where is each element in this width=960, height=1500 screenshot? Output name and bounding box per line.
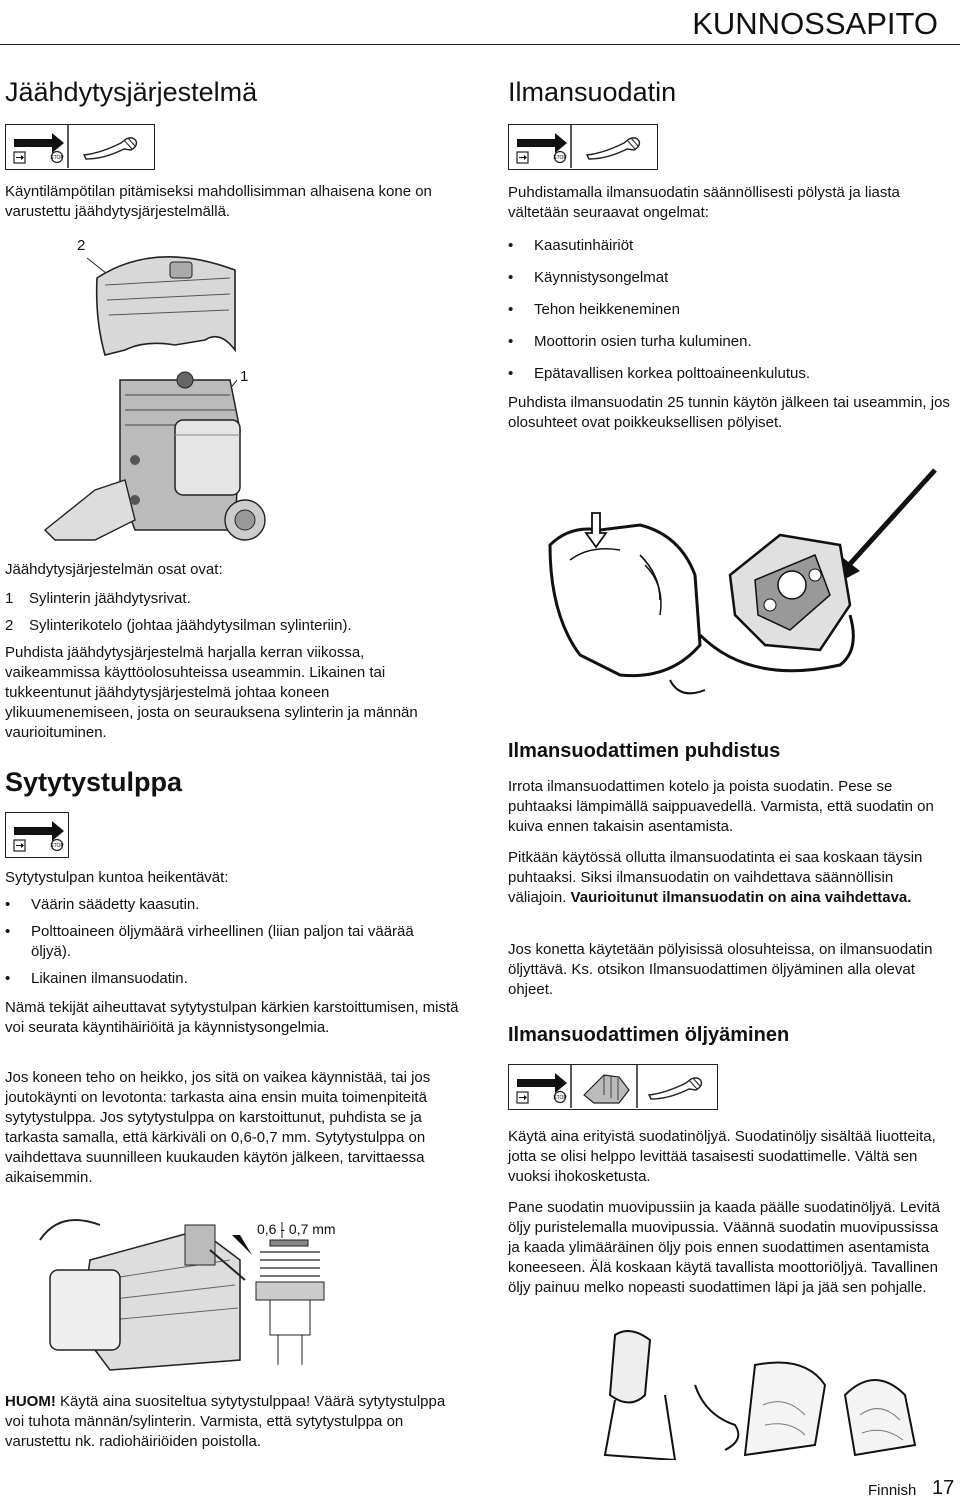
maintenance-icon-box xyxy=(5,124,155,170)
part-1-text: Sylinterin jäähdytysrivat. xyxy=(29,590,191,607)
filter-oiling-illustration xyxy=(505,1325,945,1460)
spark-paragraph-2: Jos koneen teho on heikko, jos sitä on vaikea käynnistää, tai jos joutokäynti on levotonta: tarkasta aina ensin muita toimenpiteitä sytytystulppa. Jos sytytystulppa on karstoittunut, puhdista se ja tarkasta samalla, että kärkiväli on 0,6-0,7 mm. Sytytystulppa on vaihdettava suunnilleen kuukauden käytön jälkeen, tarvittaessa aikaisemmin. xyxy=(5,1069,431,1186)
filter-oiling-paragraph-1: Käytä aina erityistä suodatinöljyä. Suodatinöljy sisältää liuotteita, jotta se olisi helppo levittää tasaisesti suodattimelle. Vältä sen vuoksi ihokosketusta. xyxy=(508,1128,936,1185)
list-item: • Väärin säädetty kaasutin. xyxy=(5,895,455,915)
filter-cleaning-paragraph-3: Jos konetta käytetään pölyisissä olosuhteissa, on ilmansuodatin öljyttävä. Ks. otsikon Ilmansuodattimen öljyäminen alla olevat ohjeet. xyxy=(508,941,933,998)
part-1-number: 1 xyxy=(5,590,14,607)
filter-oiling-paragraph-2: Pane suodatin muovipussiin ja kaada päälle suodatinöljyä. Levitä öljy puristelemalla muovipussia. Väännä suodatin muovipussissa ja kaada ylimääräinen öljy pois ennen suodattimen asentamista koneeseen. Älä koskaan käytä tavallista moottoriöljyä. Tavallinen öljy painuu melko nopeasti suodattimen läpi ja jää sen pohjalle. xyxy=(508,1199,940,1296)
filter-cleaning-paragraph-1: Irrota ilmansuodattimen kotelo ja poista suodatin. Pese se puhtaaksi lämpimällä saippuavedellä. Varmista, että suodatin on kuiva ennen takaisin asentamista. xyxy=(508,778,934,835)
cooling-intro: Käyntilämpötilan pitämiseksi mahdollisimman alhaisena kone on varustettu jäähdytysjärjestelmällä. xyxy=(5,183,432,220)
air-filter-problems-list xyxy=(508,236,953,384)
callout-2: 2 xyxy=(77,237,86,254)
filter-cleaning-paragraph-2-text: Pitkään käytössä ollutta ilmansuodatinta ei saa koskaan täysin puhtaaksi. Siksi ilmansuodatin on vaihdettava säännöllisin väliajoin. xyxy=(508,849,923,906)
spark-note xyxy=(5,1392,460,1452)
cooling-parts-title: Jäähdytysjärjestelmän osat ovat: xyxy=(5,561,223,578)
cooling-clean-paragraph: Puhdista jäähdytysjärjestelmä harjalla kerran viikossa, vaikeammissa käyttöolosuhteissa useammin. Likainen tai tukkeentunut jäähdytysjärjestelmä johtaa koneen ylikuumenemiseen, josta on seurauksena sylinterin ja männän vaurioituminen. xyxy=(5,644,418,741)
page-number: 17 xyxy=(932,1477,955,1499)
note-label: HUOM! xyxy=(5,1393,56,1410)
cooling-part-2 xyxy=(5,616,465,636)
electrode-gap-label: 0,6 - 0,7 mm xyxy=(257,1221,336,1237)
spark-plug-heading: Sytytystulppa xyxy=(5,767,183,797)
cooling-heading: Jäähdytysjärjestelmä xyxy=(5,77,258,107)
spark-paragraph-1: Nämä tekijät aiheuttavat sytytystulpan kärkien karstoittumisen, mistä voi seurata käyntihäiriöitä ja käynnistysongelmia. xyxy=(5,999,459,1036)
note-text: Käytä aina suositeltua sytytystulppaa! Väärä sytytystulppa voi tuhota männän/sylinterin. Varmista, että sytytystulppa on varustettu nk. radiohäiriöiden poistolla. xyxy=(5,1393,446,1450)
svg-text:STOP: STOP xyxy=(50,155,64,161)
cooling-system-illustration xyxy=(25,230,285,560)
filter-cleaning-warning: Vaurioitunut ilmansuodatin on aina vaihdettava. xyxy=(570,889,912,906)
spark-plug-illustration xyxy=(20,1200,360,1375)
list-item: • Likainen ilmansuodatin. xyxy=(5,969,455,989)
air-filter-intro: Puhdistamalla ilmansuodatin säännöllisesti pölystä ja liasta vältetään seuraavat ongelmat: xyxy=(508,184,900,221)
spark-intro: Sytytystulpan kuntoa heikentävät: xyxy=(5,869,229,886)
spark-icon-box xyxy=(5,812,69,858)
air-filter-illustration xyxy=(530,465,950,710)
svg-text:STOP: STOP xyxy=(553,1095,567,1101)
part-2-number: 2 xyxy=(5,617,14,634)
svg-text:STOP: STOP xyxy=(50,843,64,849)
list-item: • Polttoaineen öljymäärä virheellinen (liian paljon tai väärää öljyä). xyxy=(5,922,455,962)
filter-cleaning-heading: Ilmansuodattimen puhdistus xyxy=(508,740,781,762)
list-item: • Epätavallisen korkea polttoaineenkulutus. xyxy=(508,364,953,384)
filter-cleaning-paragraph-2 xyxy=(508,848,953,908)
list-item: • Tehon heikkeneminen xyxy=(508,300,953,320)
spark-causes-list xyxy=(5,895,455,989)
list-item: • Moottorin osien turha kuluminen. xyxy=(508,332,953,352)
list-item: • Kaasutinhäiriöt xyxy=(508,236,953,256)
air-filter-heading: Ilmansuodatin xyxy=(508,77,677,107)
air-filter-interval: Puhdista ilmansuodatin 25 tunnin käytön jälkeen tai useammin, jos olosuhteet ovat poikkeuksellisen pölyiset. xyxy=(508,394,950,431)
page-title: KUNNOSSAPITO xyxy=(692,6,938,41)
filter-oiling-heading: Ilmansuodattimen öljyäminen xyxy=(508,1024,790,1046)
cooling-part-1 xyxy=(5,589,465,609)
svg-text:STOP: STOP xyxy=(553,155,567,161)
footer-language: Finnish xyxy=(868,1482,917,1499)
list-item: • Käynnistysongelmat xyxy=(508,268,953,288)
air-filter-icon-box xyxy=(508,124,658,170)
part-2-text: Sylinterikotelo (johtaa jäähdytysilman sylinteriin). xyxy=(29,617,352,634)
header-rule xyxy=(0,44,960,45)
oiling-icon-box xyxy=(508,1064,718,1110)
callout-1: 1 xyxy=(240,368,249,385)
